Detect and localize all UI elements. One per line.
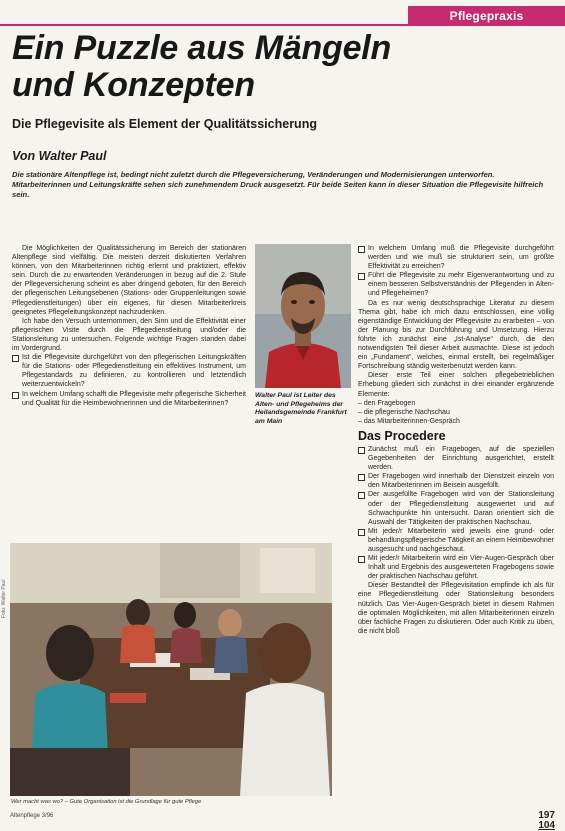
group-meeting-illustration (10, 543, 332, 796)
article-byline: Von Walter Paul (12, 149, 107, 163)
section-heading: Das Procedere (358, 428, 446, 443)
magazine-issue: Altenpflege 3/96 (10, 813, 54, 819)
checkbox-square-icon (12, 355, 19, 362)
column-1 (12, 244, 246, 408)
article-lead: Die stationäre Altenpflege ist, bedingt nicht zuletzt durch die Pflegeversicherung, Veränderungen und Modernisierungen unterworfen. Mitarbeiterinnen und Leitungskräfte sehen sich zunehmendem Druck ausgesetzt. Für beide Seiten kann in dieser Situation die Pflegevisite hilfreich sein. (12, 170, 544, 199)
element-list-item: – die pflegerische Nachschau (358, 408, 450, 416)
checklist-item: Zunächst muß ein Fragebogen, auf die speziellen Gegebenheiten der Einrichtung ausgerichtet, erstellt werden. (358, 445, 554, 472)
checkbox-square-icon (358, 529, 365, 536)
checkbox-square-icon (358, 556, 365, 563)
group-meeting-photo (10, 543, 332, 796)
headline-line-1: Ein Puzzle aus Mängeln (12, 29, 392, 67)
checklist-item: Der ausgefüllte Fragebogen wird von der Stationsleitung oder der Pflegedienstleitung ausgewertet und auf Schwachpunkte hin untersucht. Daran orientiert sich die Auswahl der Tätigkeiten der praktischen Nachschau. (358, 490, 554, 526)
col3-paragraph-3: Dieser Bestandteil der Pflegevisitation empfinde ich als für eine Pflegedienstleitung oder Stationsleitung besonders nützlich. Das Vier-Augen-Gespräch bietet in diesem Rahmen die optimalen Möglichkeiten, mit allen Mitarbeiterinnen einzeln über fachliche Fragen zu diskutieren. Oder auch Kritik zu üben, die nicht bloß (358, 582, 554, 635)
checkbox-square-icon (358, 273, 365, 280)
checklist-item: Mit jeder/r Mitarbeiterin wird jeweils eine grund- oder behandlungspflegerische Tätigkeit an einem Heimbewohner ausgesucht und nachgeschaut. (358, 527, 554, 554)
portrait-illustration (255, 244, 351, 388)
page-number-printed: 197 (538, 810, 555, 821)
checkbox-square-icon (358, 474, 365, 481)
checklist-item: Mit jeder/r Mitarbeiterin wird ein Vier-Augen-Gespräch über Inhalt und Ergebnis des ausgewerteten Fragebogens sowie der praktischen Nachschau geführt. (358, 554, 554, 581)
article-headline (12, 30, 432, 104)
element-list-item: – das Mitarbeiterinnen-Gespräch (358, 417, 460, 425)
checkbox-square-icon (12, 392, 19, 399)
checklist-item: Ist die Pflegevisite durchgeführt von den pflegerischen Leitungskräften für die Stations- oder Pflegedienstleitung ein effektives Instrument, um Pflegestandards zu definieren, zu kontrollieren und letztendlich weiterzuentwickeln? (12, 353, 246, 389)
column-3 (358, 244, 554, 636)
checklist-item: In welchem Umfang muß die Pflegevisite durchgeführt werden und wie muß sie strukturiert sein, um größte Effektivität zu erreichen? (358, 244, 554, 271)
checkbox-square-icon (358, 447, 365, 454)
col3-paragraph-1: Da es nur wenig deutschsprachige Literatur zu diesem Thema gibt, habe ich mich dazu entschlossen, eine völlig eigenständige Entwicklung der Pflegevisite zu erarbeiten – von der Planung bis zur Durchführung und Umsetzung. Hierzu führte ich zunächst eine „Ist-Analyse“ durch, die den notwendigsten Teil dieser Arbeit ausmachte. Diese ist jedoch ein „Fundament“, welches, einmal erstellt, bei regelmäßiger Fortschreibung ständig weiterbenutzt werden kann. (358, 299, 554, 371)
checklist-item: Der Fragebogen wird innerhalb der Dienstzeit einzeln von den Mitarbeiterinnen im Beisein ausgefüllt. (358, 472, 554, 490)
page-number-stamp: 104 (538, 820, 555, 831)
article-subtitle: Die Pflegevisite als Element der Qualitätssicherung (12, 117, 317, 131)
checkbox-square-icon (358, 492, 365, 499)
col1-paragraph-1: Die Möglichkeiten der Qualitätssicherung im Bereich der stationären Altenpflege sind vielfältig. Die meisten derzeit diskutierten Verfahren können, von den Mitarbeiterinnen richtig erlernt und praktiziert, effektiv sein. Durch die zu erwartenden Veränderungen in bezug auf die 2. Stufe der Pflegeversicherung scheint es aber dringend geboten, für den Bereich der pflegerischen Leitungsebenen (Stations- oder Gruppenleitungen sowie Pflegedienstleitungen) über ein eigenes, für diesen Mitarbeiterkreis geeignetes Pflegeleitungskonzept nachzudenken. (12, 245, 246, 316)
checkbox-square-icon (358, 246, 365, 253)
page-number (538, 811, 555, 831)
checklist-item: In welchem Umfang schafft die Pflegevisite mehr pflegerische Sicherheit und Qualität für die Heimbewohnerinnen und die Mitarbeiterinnen? (12, 390, 246, 408)
col3-paragraph-2: Dieser erste Teil einer solchen pflegebetrieblichen Erhebung gliedert sich zunächst in drei einander ergänzende Elemente: (358, 372, 554, 398)
element-list-item: – den Fragebogen (358, 399, 416, 407)
author-portrait-photo (255, 244, 351, 388)
photo-caption: Wer macht was wo? – Gute Organisation ist die Grundlage für gute Pflege (11, 799, 202, 805)
photo-credit: Foto: Walter Paul (1, 579, 7, 618)
section-tab: Pflegepraxis (408, 6, 565, 26)
checklist-item: Führt die Pflegevisite zu mehr Eigenverantwortung und zu einem besseren Selbstverständnis der Pflegenden in Alten- und Pflegeheimen? (358, 271, 554, 298)
col1-paragraph-2: Ich habe den Versuch unternommen, den Sinn und die Effektivität einer pflegerischen Visite durch die Pflegedienstleitung und/oder die Stationsleitung zu untersuchen. Folgende wichtige Fragen standen dabei im Vordergrund. (12, 317, 246, 353)
headline-line-2: und Konzepten (12, 66, 255, 104)
portrait-caption: Walter Paul ist Leiter des Alten- und Pflegeheims der Heilandsgemeinde Frankfurt am Main (255, 392, 347, 425)
